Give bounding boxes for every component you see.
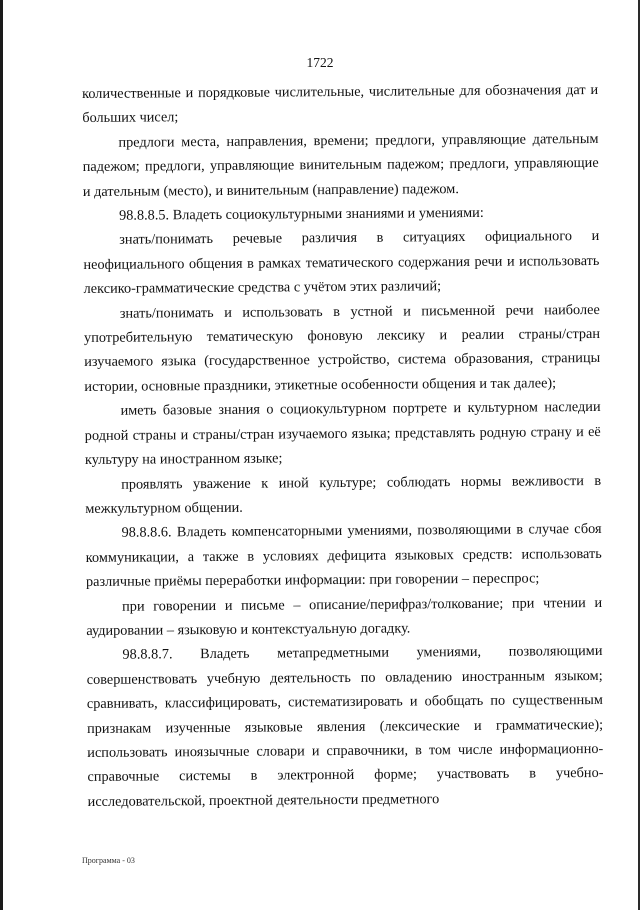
paragraph-prepositions: предлоги места, направления, времени; предлоги, управляющие дательным падежом; предлоги, управляющие винительным падежом; предлоги, управляющие и дательным (место), и винительным (направление) падежом. [82, 130, 599, 200]
paragraph-respect-culture: проявлять уважение к иной культуре; соблюдать нормы вежливости в межкультурном общении. [85, 472, 602, 517]
section-heading-98-8-8-6: 98.8.8.6. Владеть компенсаторными умениями, позволяющими в случае сбоя коммуникации, а также в условиях дефицита языковых средств: использовать различные приёмы переработки информации: при говорении – переспрос; [85, 521, 602, 591]
scan-edge-left [0, 0, 3, 910]
paragraph-background-vocabulary: знать/понимать и использовать в устной и письменной речи наиболее употребительную тематическую фоновую лексику и реалии страны/стран изучаемого языка (государственное устройство, система образования, страницы истории, основные праздники, этикетные особенности общения и так далее); [83, 301, 601, 395]
section-heading-98-8-8-7: 98.8.8.7. Владеть метапредметными умениями, позволяющими совершенствовать учебную деятельность по овладению иностранным языком; сравнивать, классифицировать, систематизировать и обобщать по существенным признакам изученные языковые явления (лексические и грамматические); использовать иноязычные словари и справочники, в том числе информационно-справочные системы в электронной форме; участвовать в учебно-исследовательской, проектной деятельности предметного [86, 643, 604, 810]
page-number: 1722 [306, 55, 334, 70]
paragraph-speech-differences: знать/понимать речевые различия в ситуациях официального и неофициального общения в рамках тематического содержания речи и использовать лексико-грамматические средства с учётом этих различий; [83, 228, 600, 298]
document-body [82, 78, 604, 814]
paragraph-numerals: количественные и порядковые числительные, числительные для обозначения дат и больших чисел; [82, 81, 599, 127]
paragraph-sociocultural-portrait: иметь базовые знания о социокультурном портрете и культурном наследии родной страны и страны/стран изучаемого языка; представлять родную страну и её культуру на иностранном языке; [84, 399, 601, 469]
page-footer: Программа - 03 [82, 856, 135, 865]
paragraph-paraphrase-guessing: при говорении и письме – описание/перифраз/толкование; при чтении и аудировании – языковую и контекстуальную догадку. [86, 594, 603, 639]
section-heading-98-8-8-5: 98.8.8.5. Владеть социокультурными знаниями и умениями: [118, 204, 484, 224]
